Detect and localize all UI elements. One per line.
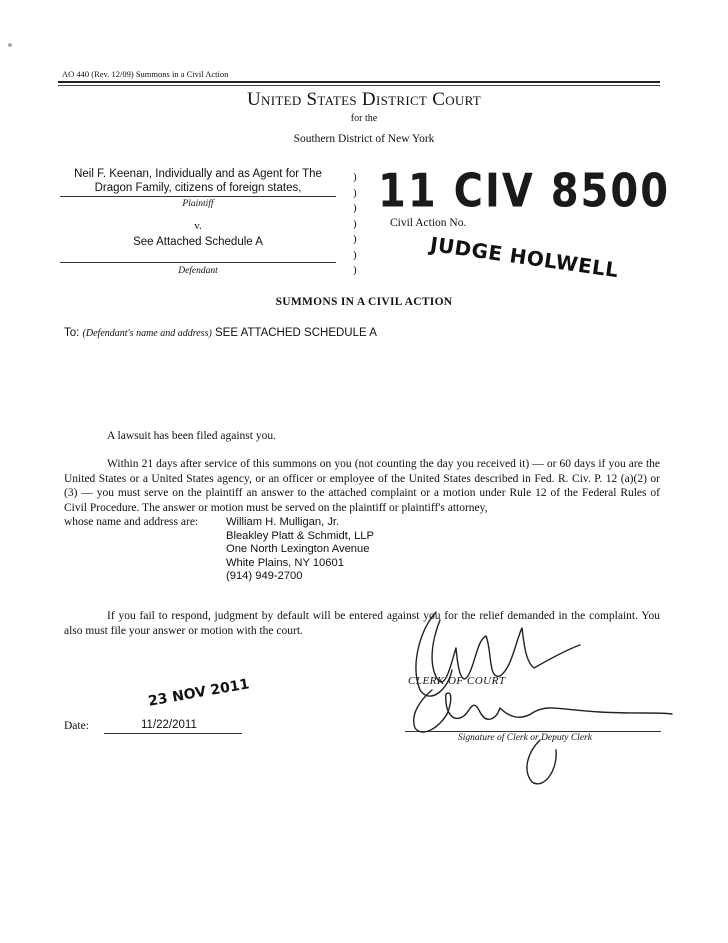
for-the-label: for the: [350, 113, 378, 124]
district-name: Southern District of New York: [293, 133, 435, 145]
deputy-signature: [414, 690, 672, 732]
margin-dot: [8, 43, 12, 47]
paragraph-default-judgment: [64, 609, 660, 639]
versus-label: v.: [194, 220, 202, 232]
attorney-city: White Plains, NY 10601: [226, 556, 344, 569]
defendant-label: Defendant: [178, 266, 218, 276]
summons-title: SUMMONS IN A CIVIL ACTION: [275, 296, 453, 308]
defendant-name: See Attached Schedule A: [133, 236, 263, 248]
civil-action-label: Civil Action No.: [390, 217, 467, 229]
to-label: To:: [64, 327, 80, 339]
caption-parentheses: ) ) ) ) ) ) ): [353, 171, 357, 276]
court-title: United States District Court: [247, 89, 481, 110]
attorney-name: William H. Mulligan, Jr.: [226, 516, 340, 528]
attorney-firm: Bleakley Platt & Schmidt, LLP: [226, 529, 374, 542]
case-number-stamp: 11 CIV 8500: [378, 165, 671, 218]
to-line: [64, 327, 377, 339]
attorney-address: [226, 516, 374, 584]
judge-stamp: JUDGE HOLWELL: [428, 232, 621, 283]
to-hint: (Defendant's name and address): [82, 328, 212, 339]
signature-line: [405, 731, 661, 732]
deputy-signature-tail: [527, 740, 556, 784]
date-underline: [104, 733, 242, 734]
paragraph-lawsuit-filed: A lawsuit has been filed against you.: [107, 430, 276, 442]
paragraph-response-deadline-text: Within 21 days after service of this summons on you (not counting the day you received it) — or 60 days if you are the United States or a United States agency, or an officer or employee of the United States described in Fed. R. Civ. P. 12 (a)(2) or (3) — you must serve on the plaintiff an answer to the attached complaint or a motion under Rule 12 of the Federal Rules of Civil Procedure. The answer or motion must be served on the plaintiff or plaintiff's attorney,: [64, 458, 660, 514]
signature-label: Signature of Clerk or Deputy Clerk: [458, 733, 592, 743]
plaintiff-line-2: Dragon Family, citizens of foreign states,: [94, 182, 302, 194]
paragraph-response-deadline: [64, 457, 660, 515]
header-rule-thin: [58, 85, 660, 86]
address-label: whose name and address are:: [64, 516, 199, 528]
plaintiff-name: [60, 167, 336, 195]
date-value: 11/22/2011: [141, 719, 197, 731]
attorney-phone: (914) 949-2700: [226, 570, 303, 582]
to-value: SEE ATTACHED SCHEDULE A: [215, 327, 377, 339]
form-identifier: AO 440 (Rev. 12/09) Summons in a Civil Action: [62, 69, 229, 79]
header-rule-thick: [58, 81, 660, 83]
clerk-of-court-label: CLERK OF COURT: [408, 675, 506, 687]
defendant-underline: [60, 262, 336, 263]
date-label: Date:: [64, 720, 89, 732]
plaintiff-line-1: Neil F. Keenan, Individually and as Agent for The: [74, 168, 322, 180]
paragraph-default-judgment-text: If you fail to respond, judgment by default will be entered against you for the relief demanded in the complaint. You also must file your answer or motion with the court.: [64, 610, 660, 637]
plaintiff-label: Plaintiff: [182, 199, 214, 209]
attorney-street: One North Lexington Avenue: [226, 543, 370, 555]
date-stamp: 23 NOV 2011: [147, 676, 251, 710]
plaintiff-underline: [60, 196, 336, 197]
